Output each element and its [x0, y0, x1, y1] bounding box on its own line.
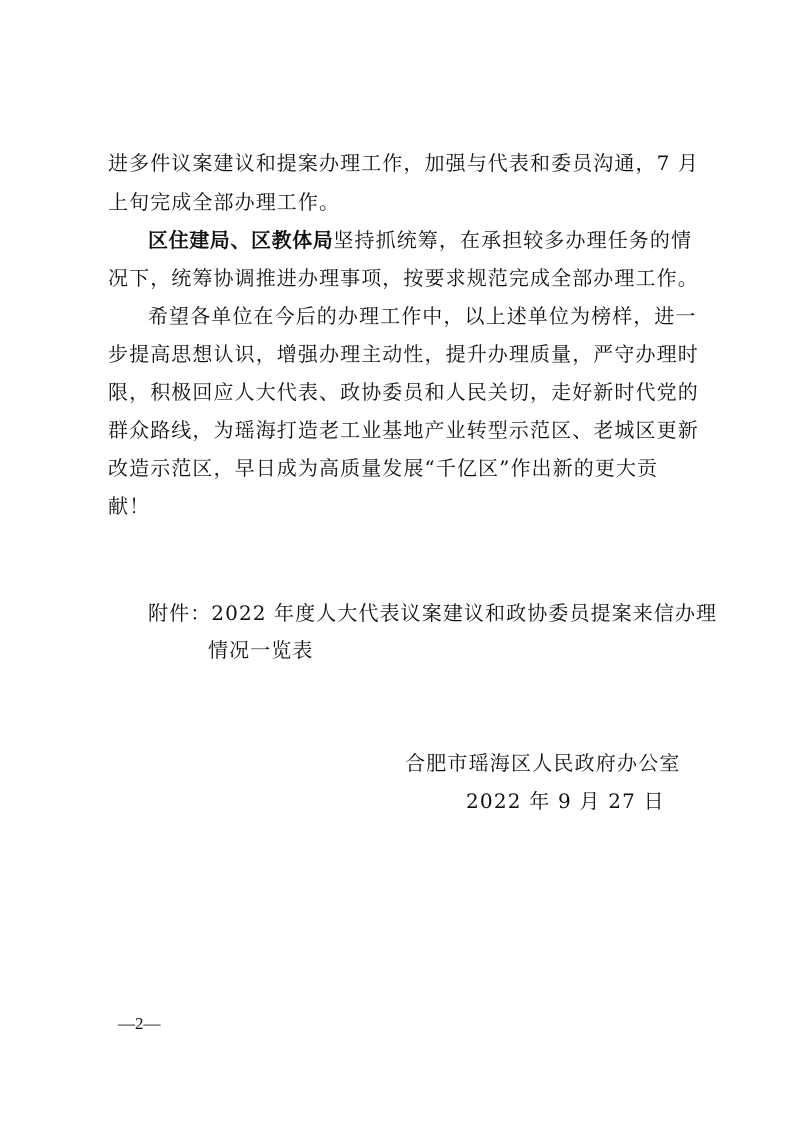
signature-date: 2022 年 9 月 27 日: [466, 789, 665, 813]
body-line-2: 上旬完成全部办理工作。: [108, 190, 341, 214]
body-line-1: 进多件议案建议和提案办理工作，加强与代表和委员沟通，7 月: [108, 151, 699, 175]
paragraph2-line-2: 况下，统筹协调推进办理事项，按要求规范完成全部办理工作。: [108, 266, 699, 290]
page-number: —2—: [118, 1014, 161, 1033]
signature-org: 合肥市瑶海区人民政府办公室: [405, 751, 681, 775]
paragraph3-line-2: 步提高思想认识，增强办理主动性，提升办理质量，严守办理时: [108, 342, 699, 366]
paragraph3-line-6: 献！: [108, 494, 151, 518]
paragraph3-line-4: 群众路线，为瑶海打造老工业基地产业转型示范区、老城区更新: [108, 418, 699, 442]
paragraph3-line-3: 限，积极回应人大代表、政协委员和人民关切，走好新时代党的: [108, 380, 699, 404]
attachment-line-2: 情况一览表: [208, 638, 314, 662]
highlight-departments: 区住建局、区教体局: [148, 228, 334, 252]
paragraph2-line-1: [148, 230, 692, 250]
paragraph3-line-1: 希望各单位在今后的办理工作中，以上述单位为榜样，进一: [148, 304, 697, 328]
paragraph3-line-5: 改造示范区，早日成为高质量发展“千亿区”作出新的更大贡: [108, 456, 659, 480]
paragraph2-line-1-rest: 坚持抓统筹，在承担较多办理任务的情: [333, 228, 693, 252]
attachment-line-1: 附件：2022 年度人大代表议案建议和政协委员提案来信办理: [148, 601, 718, 625]
